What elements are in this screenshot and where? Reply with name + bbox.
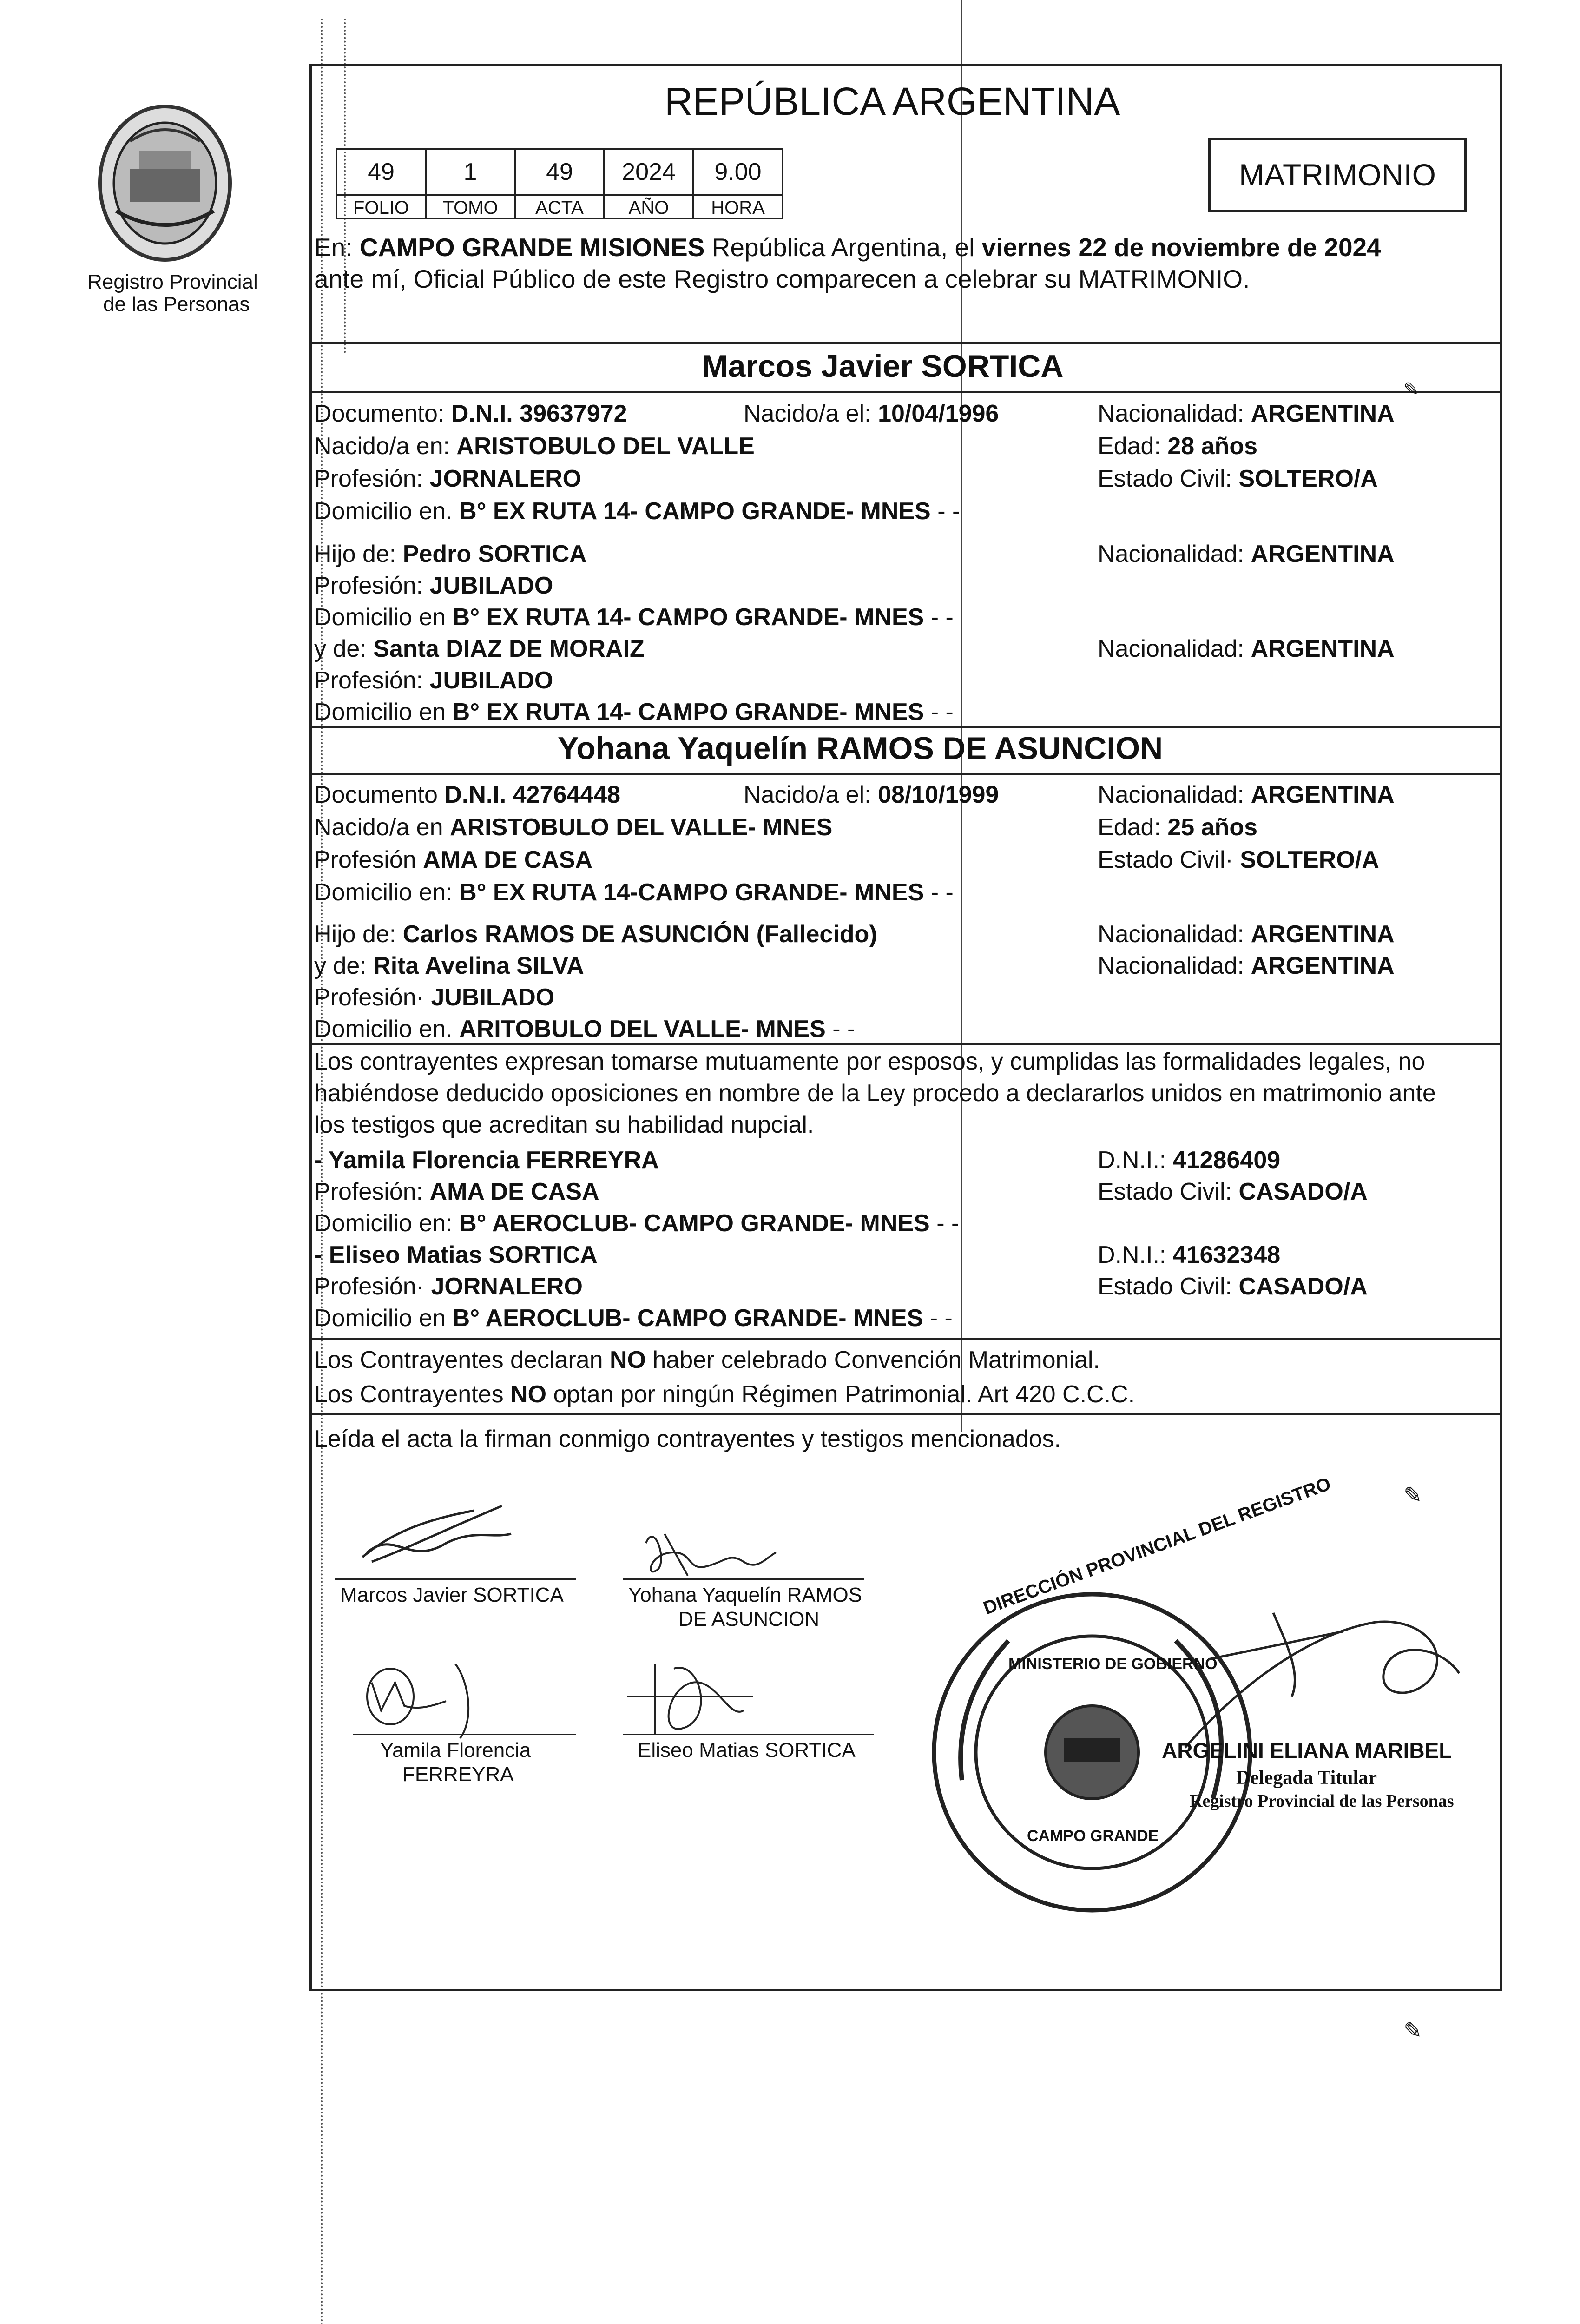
province-seal-icon bbox=[88, 99, 242, 267]
witness1-address: B° AEROCLUB- CAMPO GRANDE- MNES bbox=[459, 1210, 930, 1237]
groom-mother-addr-row bbox=[314, 698, 954, 726]
groom-born: 10/04/1996 bbox=[878, 400, 999, 427]
witness2-profession-label: Profesión· bbox=[314, 1273, 424, 1300]
anio-label: AÑO bbox=[605, 194, 692, 219]
groom-name: Marcos Javier SORTICA bbox=[702, 349, 1064, 384]
folio-label: FOLIO bbox=[337, 194, 425, 219]
groom-father-row bbox=[314, 540, 587, 568]
groom-father-label: Hijo de: bbox=[314, 541, 396, 568]
hora-value: 9.00 bbox=[714, 158, 762, 185]
bride-birthplace-label: Nacido/a en bbox=[314, 814, 443, 841]
groom-mother: Santa DIAZ DE MORAIZ bbox=[373, 635, 645, 662]
record-cell-anio bbox=[603, 148, 694, 219]
bride-profession-label: Profesión bbox=[314, 846, 416, 873]
bride-profession: AMA DE CASA bbox=[423, 846, 593, 873]
groom-birthplace-row bbox=[314, 432, 755, 460]
groom-signature bbox=[353, 1501, 520, 1576]
groom-age-label: Edad: bbox=[1098, 433, 1161, 460]
bride-signature bbox=[637, 1525, 785, 1580]
groom-profession: JORNALERO bbox=[429, 465, 582, 492]
witness1-signature-label-2: FERREYRA bbox=[402, 1763, 514, 1786]
groom-age-row bbox=[1098, 432, 1257, 460]
agency-name-line1: Registro Provincial bbox=[87, 271, 258, 293]
witness2-profession: JORNALERO bbox=[431, 1273, 583, 1300]
groom-born-row bbox=[744, 400, 999, 428]
scan-mark: ✎ bbox=[1403, 1483, 1422, 1508]
bride-father-nat-label: Nacionalidad: bbox=[1098, 921, 1244, 948]
officer-org: Registro Provincial de las Personas bbox=[1190, 1791, 1454, 1811]
groom-father-nat-label: Nacionalidad: bbox=[1098, 541, 1244, 568]
witness2-profession-row bbox=[314, 1273, 583, 1301]
witness1-name-text: Yamila Florencia FERREYRA bbox=[328, 1147, 659, 1174]
groom-mother-row bbox=[314, 635, 645, 663]
bride-age: 25 años bbox=[1167, 814, 1257, 841]
witness2-signature-label: Eliseo Matias SORTICA bbox=[638, 1739, 856, 1762]
conventions-line2 bbox=[314, 1380, 1135, 1408]
intro-line1 bbox=[314, 233, 1381, 261]
groom-father-prof-label: Profesión: bbox=[314, 572, 423, 599]
stamp-outer-text: DIRECCIÓN PROVINCIAL DEL REGISTRO bbox=[981, 1473, 1334, 1619]
bride-signature-label-1: Yohana Yaquelín RAMOS bbox=[628, 1584, 862, 1606]
groom-civil: SOLTERO/A bbox=[1238, 465, 1378, 492]
groom-mother-addr: B° EX RUTA 14- CAMPO GRANDE- MNES bbox=[452, 699, 924, 726]
bride-parents-prof-label: Profesión· bbox=[314, 984, 424, 1011]
witness1-dni-label: D.N.I.: bbox=[1098, 1147, 1166, 1174]
stamp-bottom-text: CAMPO GRANDE bbox=[1027, 1827, 1159, 1845]
bride-born: 08/10/1999 bbox=[878, 781, 999, 808]
witness2-address: B° AEROCLUB- CAMPO GRANDE- MNES bbox=[452, 1305, 923, 1332]
bride-profession-row bbox=[314, 846, 592, 874]
witness2-civil-row bbox=[1098, 1273, 1368, 1301]
filler-dashes: - - bbox=[930, 604, 954, 631]
filler-dashes: - - bbox=[937, 498, 961, 525]
tomo-label: TOMO bbox=[427, 194, 514, 219]
bride-signature-label-2: DE ASUNCION bbox=[678, 1608, 820, 1631]
scan-mark-3: ✎ bbox=[1403, 379, 1419, 400]
groom-profession-row bbox=[314, 465, 581, 493]
conventions-line2-no: NO bbox=[510, 1381, 547, 1408]
bride-nationality: ARGENTINA bbox=[1251, 781, 1395, 808]
bride-signature-mark bbox=[637, 1525, 785, 1580]
filler-dashes: - - bbox=[930, 699, 954, 726]
officer-name: ARGELINI ELIANA MARIBEL bbox=[1162, 1738, 1452, 1763]
bride-address-label: Domicilio en: bbox=[314, 879, 453, 906]
groom-document-row bbox=[314, 400, 627, 428]
groom-signature-mark bbox=[353, 1501, 520, 1576]
filler-dashes: - - bbox=[832, 1016, 856, 1043]
hora-label: HORA bbox=[694, 194, 782, 219]
divider-groom bbox=[310, 726, 1501, 728]
groom-address-label: Domicilio en. bbox=[314, 498, 453, 525]
intro-line2: ante mí, Oficial Público de este Registro comparecen a celebrar su MATRIMONIO. bbox=[314, 264, 1250, 293]
groom-signature-line bbox=[335, 1578, 576, 1580]
witness2-signature-line bbox=[623, 1734, 874, 1735]
bride-civil-row bbox=[1098, 846, 1379, 874]
witness2-signature bbox=[623, 1655, 762, 1738]
bride-parents-prof: JUBILADO bbox=[431, 984, 555, 1011]
document-type-box bbox=[1208, 138, 1467, 212]
groom-birthplace: ARISTOBULO DEL VALLE bbox=[456, 433, 755, 460]
acta-value: 49 bbox=[546, 158, 573, 185]
divider-bride-name bbox=[310, 773, 1501, 775]
declaration-line1: Los contrayentes expresan tomarse mutuamente por esposos, y cumplidas las formalidades legales, no bbox=[314, 1048, 1425, 1075]
groom-address: B° EX RUTA 14- CAMPO GRANDE- MNES bbox=[459, 498, 931, 525]
bride-age-row bbox=[1098, 813, 1257, 841]
bride-mother: Rita Avelina SILVA bbox=[373, 952, 584, 979]
folio-value: 49 bbox=[368, 158, 395, 185]
bride-mother-nat-label: Nacionalidad: bbox=[1098, 952, 1244, 979]
groom-born-label: Nacido/a el: bbox=[744, 400, 871, 427]
groom-birthplace-label: Nacido/a en: bbox=[314, 433, 450, 460]
bride-birthplace-row bbox=[314, 813, 832, 841]
witness1-name: - Yamila Florencia FERREYRA bbox=[314, 1147, 659, 1174]
groom-mother-nat-row bbox=[1098, 635, 1395, 663]
conventions-line1-pre: Los Contrayentes declaran bbox=[314, 1347, 610, 1373]
anio-value: 2024 bbox=[622, 158, 676, 185]
scan-mark-2: ✎ bbox=[1403, 2019, 1422, 2043]
groom-mother-prof-row bbox=[314, 667, 553, 694]
bride-father-nat: ARGENTINA bbox=[1251, 921, 1395, 948]
witness1-signature-mark bbox=[353, 1655, 507, 1743]
witness2-name: - Eliseo Matias SORTICA bbox=[314, 1241, 598, 1268]
divider-groom-name bbox=[310, 391, 1501, 393]
groom-document: D.N.I. 39637972 bbox=[451, 400, 627, 427]
bride-father-row bbox=[314, 920, 877, 948]
witness1-signature-label-1: Yamila Florencia bbox=[380, 1739, 531, 1762]
bride-nationality-label: Nacionalidad: bbox=[1098, 781, 1244, 808]
groom-mother-nat: ARGENTINA bbox=[1251, 635, 1395, 662]
record-cell-acta bbox=[514, 148, 605, 219]
conventions-line2-pre: Los Contrayentes bbox=[314, 1381, 511, 1408]
witness2-civil-label: Estado Civil: bbox=[1098, 1273, 1232, 1300]
record-cell-hora bbox=[692, 148, 783, 219]
bride-address: B° EX RUTA 14-CAMPO GRANDE- MNES bbox=[459, 879, 924, 906]
intro-place: CAMPO GRANDE MISIONES bbox=[359, 233, 705, 262]
intro-middle: República Argentina, el bbox=[704, 233, 982, 262]
bride-mother-label: y de: bbox=[314, 952, 367, 979]
stamp-ring-text: MINISTERIO DE GOBIERNO bbox=[1008, 1655, 1218, 1673]
document-type: MATRIMONIO bbox=[1238, 158, 1436, 192]
groom-mother-prof: JUBILADO bbox=[429, 667, 553, 694]
witness2-signature-mark bbox=[623, 1655, 762, 1738]
bride-mother-row bbox=[314, 952, 584, 980]
groom-mother-label: y de: bbox=[314, 635, 367, 662]
groom-father: Pedro SORTICA bbox=[402, 541, 587, 568]
witness1-address-label: Domicilio en: bbox=[314, 1210, 453, 1237]
conventions-line1 bbox=[314, 1346, 1100, 1374]
witness1-civil: CASADO/A bbox=[1238, 1178, 1368, 1205]
filler-dashes: - - bbox=[930, 879, 954, 906]
agency-logo bbox=[88, 99, 242, 267]
intro-prefix: En: bbox=[314, 233, 360, 262]
groom-nationality-label: Nacionalidad: bbox=[1098, 400, 1244, 427]
groom-mother-addr-label: Domicilio en bbox=[314, 699, 446, 726]
bride-mother-nat-row bbox=[1098, 952, 1395, 980]
witness1-profession: AMA DE CASA bbox=[429, 1178, 599, 1205]
bride-signature-line bbox=[623, 1578, 864, 1580]
record-cell-tomo bbox=[425, 148, 516, 219]
bride-parents-addr-row bbox=[314, 1015, 855, 1043]
witness2-address-row bbox=[314, 1304, 953, 1332]
witness2-civil: CASADO/A bbox=[1238, 1273, 1368, 1300]
conventions-line2-post: optan por ningún Régimen Patrimonial. Art 420 C.C.C. bbox=[546, 1381, 1135, 1408]
bride-document-row bbox=[314, 781, 620, 809]
filler-dashes: - - bbox=[936, 1210, 960, 1237]
declaration-line3: los testigos que acreditan su habilidad nupcial. bbox=[314, 1111, 814, 1138]
agency-name-line2: de las Personas bbox=[103, 293, 250, 316]
bride-father-nat-row bbox=[1098, 920, 1395, 948]
groom-age: 28 años bbox=[1167, 433, 1257, 460]
bride-parents-addr: ARITOBULO DEL VALLE- MNES bbox=[459, 1016, 826, 1043]
bride-nationality-row bbox=[1098, 781, 1395, 809]
bride-parents-addr-label: Domicilio en. bbox=[314, 1016, 453, 1043]
bride-age-label: Edad: bbox=[1098, 814, 1161, 841]
groom-profession-label: Profesión: bbox=[314, 465, 423, 492]
witness1-profession-label: Profesión: bbox=[314, 1178, 423, 1205]
bride-birthplace: ARISTOBULO DEL VALLE- MNES bbox=[449, 814, 833, 841]
officer-title: Delegada Titular bbox=[1236, 1767, 1377, 1789]
witness1-signature-line bbox=[353, 1734, 576, 1735]
witness2-dni-label: D.N.I.: bbox=[1098, 1241, 1166, 1268]
divider-bride bbox=[310, 1043, 1501, 1045]
witness1-civil-label: Estado Civil: bbox=[1098, 1178, 1232, 1205]
divider-witnesses bbox=[310, 1338, 1501, 1340]
witness1-profession-row bbox=[314, 1178, 599, 1206]
record-cell-folio bbox=[336, 148, 427, 219]
witness2-dni-row bbox=[1098, 1241, 1280, 1269]
groom-mother-prof-label: Profesión: bbox=[314, 667, 423, 694]
bride-parents-prof-row bbox=[314, 984, 554, 1011]
groom-mother-nat-label: Nacionalidad: bbox=[1098, 635, 1244, 662]
bride-born-row bbox=[744, 781, 999, 809]
witness1-civil-row bbox=[1098, 1178, 1368, 1206]
witness1-signature bbox=[353, 1655, 507, 1743]
groom-address-row bbox=[314, 497, 960, 525]
groom-father-nat: ARGENTINA bbox=[1251, 541, 1395, 568]
bride-name: Yohana Yaquelín RAMOS DE ASUNCION bbox=[558, 731, 1163, 766]
groom-father-addr-label: Domicilio en bbox=[314, 604, 446, 631]
divider-intro bbox=[310, 342, 1501, 344]
divider-conventions bbox=[310, 1413, 1501, 1415]
witness2-name-text: Eliseo Matias SORTICA bbox=[329, 1241, 598, 1268]
witness1-dni: 41286409 bbox=[1172, 1147, 1281, 1174]
bride-civil-label: Estado Civil· bbox=[1098, 846, 1233, 873]
groom-signature-label: Marcos Javier SORTICA bbox=[340, 1584, 564, 1606]
declaration-line2: habiéndose deducido oposiciones en nombre de la Ley procedo a declararlos unidos en matrimonio ante bbox=[314, 1080, 1436, 1107]
witness1-dni-row bbox=[1098, 1146, 1280, 1174]
intro-date: viernes 22 de noviembre de 2024 bbox=[981, 233, 1381, 262]
bride-address-row bbox=[314, 878, 954, 906]
groom-father-prof-row bbox=[314, 572, 553, 600]
witness2-address-label: Domicilio en bbox=[314, 1305, 446, 1332]
filler-dashes: - - bbox=[929, 1305, 953, 1332]
groom-father-addr-row bbox=[314, 603, 954, 631]
bride-mother-nat: ARGENTINA bbox=[1251, 952, 1395, 979]
conventions-line1-post: haber celebrado Convención Matrimonial. bbox=[645, 1347, 1100, 1373]
groom-father-nat-row bbox=[1098, 540, 1395, 568]
country-title: REPÚBLICA ARGENTINA bbox=[665, 79, 1120, 123]
groom-nationality-row bbox=[1098, 400, 1395, 428]
groom-document-label: Documento: bbox=[314, 400, 445, 427]
bride-born-label: Nacido/a el: bbox=[744, 781, 871, 808]
bride-father: Carlos RAMOS DE ASUNCIÓN (Fallecido) bbox=[402, 921, 877, 948]
witness1-address-row bbox=[314, 1209, 959, 1237]
groom-nationality: ARGENTINA bbox=[1251, 400, 1395, 427]
groom-civil-label: Estado Civil: bbox=[1098, 465, 1232, 492]
witness2-dni: 41632348 bbox=[1172, 1241, 1281, 1268]
bride-father-label: Hijo de: bbox=[314, 921, 396, 948]
closing-text: Leída el acta la firman conmigo contrayentes y testigos mencionados. bbox=[314, 1426, 1061, 1452]
bride-document: D.N.I. 42764448 bbox=[444, 781, 621, 808]
conventions-line1-no: NO bbox=[609, 1347, 646, 1373]
bride-civil: SOLTERO/A bbox=[1240, 846, 1379, 873]
groom-civil-row bbox=[1098, 465, 1378, 493]
tomo-value: 1 bbox=[463, 158, 477, 185]
acta-label: ACTA bbox=[516, 194, 603, 219]
bride-document-label: Documento bbox=[314, 781, 438, 808]
groom-father-prof: JUBILADO bbox=[429, 572, 553, 599]
groom-father-addr: B° EX RUTA 14- CAMPO GRANDE- MNES bbox=[452, 604, 924, 631]
